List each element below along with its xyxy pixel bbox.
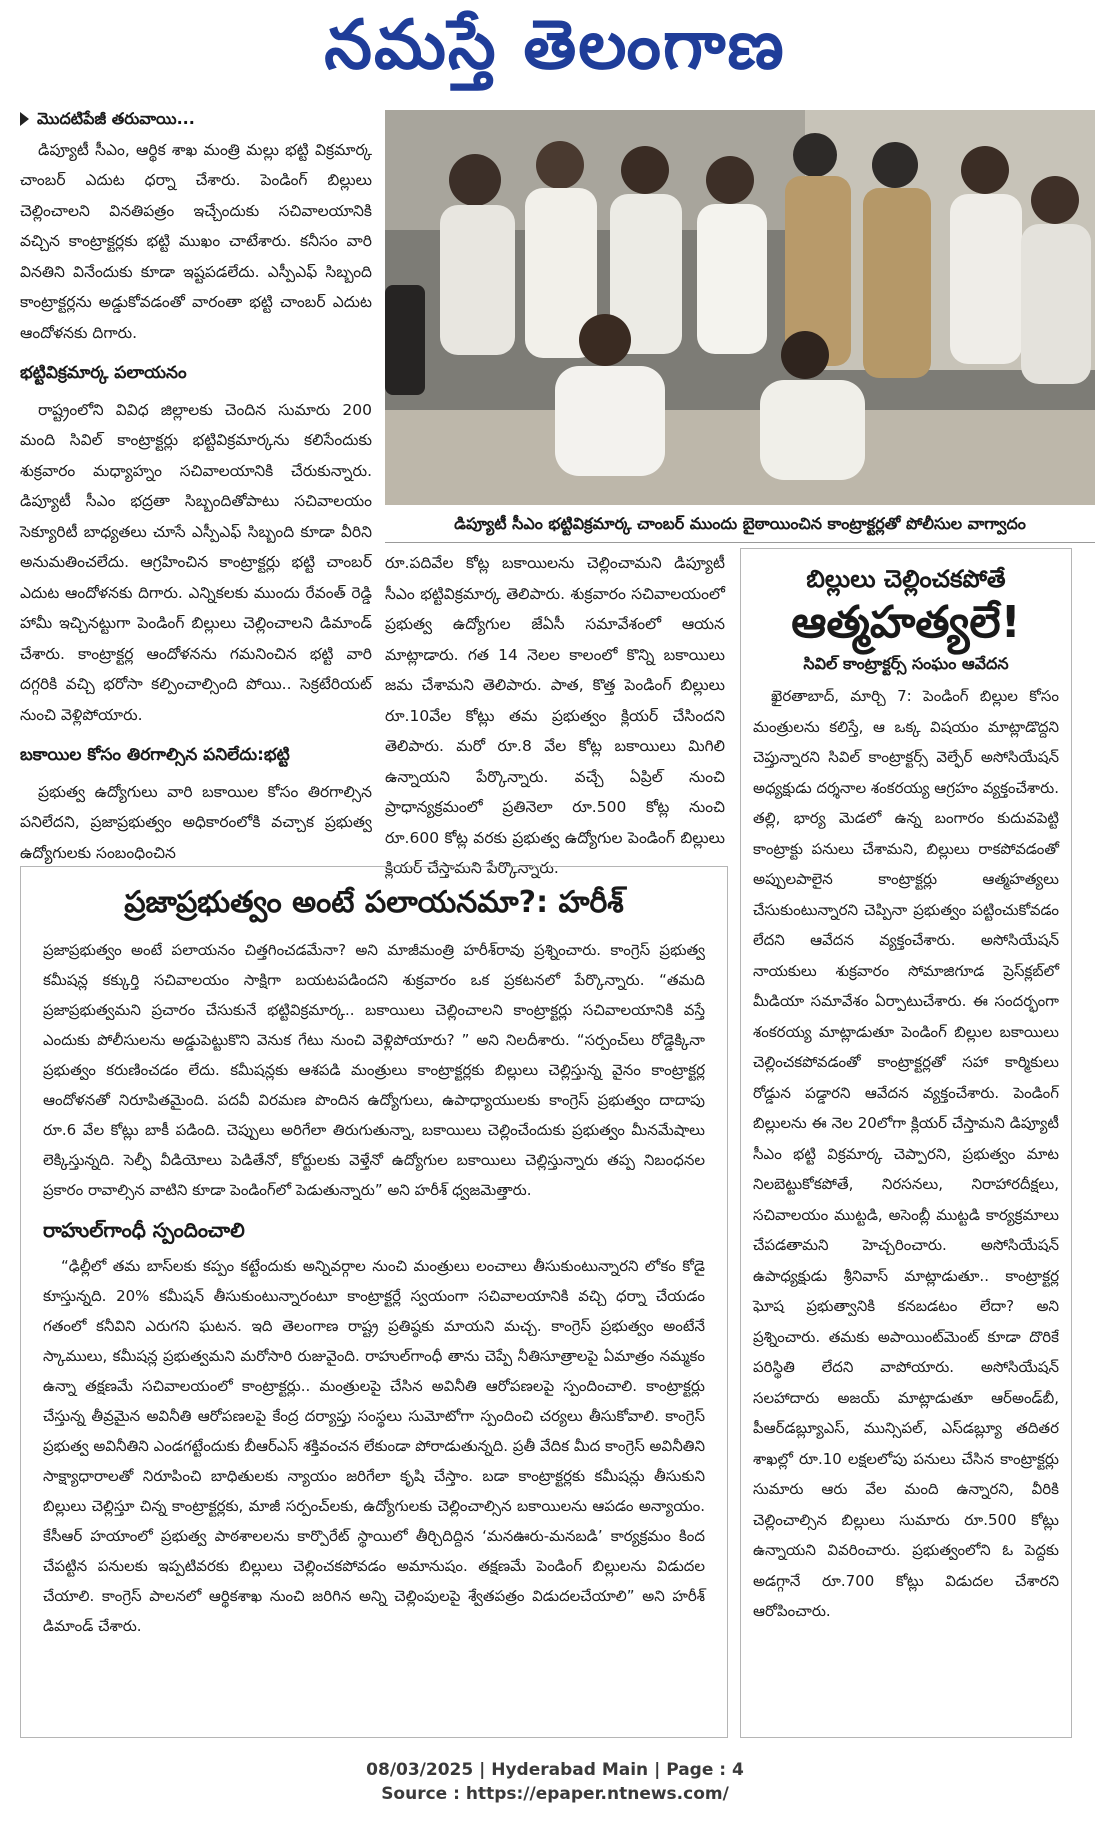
harish-paragraph-1: ప్రజాప్రభుత్వం అంటే పలాయనం చిత్తగించడమేనా? అని మాజీమంత్రి హరీశ్‌రావు ప్రశ్నించారు. కాంగ్రెస్ ప్రభుత్వ కమీషన్ల కక్కుర్తి సచివాలయం సాక్షిగా బయటపడిందని శుక్రవారం ఒక ప్రకటనలో పేర్కొన్నారు. “తమది ప్రజాప్రభుత్వమని ప్రచారం చేసుకునే భట్టివిక్రమార్క.. బకాయిలు చెల్లించాలని కాంట్రాక్టర్లు సచివాలయానికి వస్తే ఎందుకు పోలీసులను అడ్డుపెట్టుకొని వెనుక గేటు నుంచి వెళ్లిపోయారు? ” అని నిలదీశారు. “సర్పంచ్‌లు రోడ్డెక్కినా ప్రభుత్వం కరుణించడం లేదు. కమీషన్లకు ఆశపడి మంత్రులు కాంట్రాక్టర్లకు బిల్లులు చెల్లిస్తున్న వైనం కాంట్రాక్టర్ల ఆందోళనతో నిరూపితమైంది. పదవీ విరమణ పొందిన ఉద్యోగులు, ఉపాధ్యాయులకు కాంగ్రెస్ ప్రభుత్వం దాదాపు రూ.6 వేల కోట్లు బాకీ పడింది. చెప్పులు అరిగేలా తిరుగుతున్నా, బకాయిలు చెల్లించేందుకు ప్రభుత్వం మీనమేషాలు లెక్కిస్తున్నది. సెల్ఫీ వీడియోలు పెడితేనో, కోర్టులకు వెళ్తేనో ఉద్యోగుల బకాయిలు చెల్లిస్తున్నారు తప్ప నిబంధనల ప్రకారం రావాల్సిన వాటిని కూడా పెండింగ్‌లో పెడుతున్నారు” అని హరీశ్ ధ్వజమెత్తారు. bbox=[43, 941, 705, 1199]
left-paragraph-2: రాష్ట్రంలోని వివిధ జిల్లాలకు చెందిన సుమారు 200 మంది సివిల్ కాంట్రాక్టర్లు భట్టివిక్రమార్కను కలిసేందుకు శుక్రవారం మధ్యాహ్నం సచివాలయానికి చేరుకున్నారు. డిప్యూటీ సీఎం భద్రతా సిబ్బందితోపాటు సచివాలయం సెక్యూరిటీ బాధ్యతలు చూసే ఎస్పీఎఫ్ సిబ్బంది కూడా వీరిని అనుమతించలేదు. ఆగ్రహించిన కాంట్రాక్టర్లు భట్టి చాంబర్ ఎదుట ఆందోళనకు దిగారు. ఎన్నికలకు ముందు రేవంత్ రెడ్డి హామీ ఇచ్చినట్టుగా పెండింగ్ బిల్లులు చెల్లించాలని డిమాండ్ చేశారు. కాంట్రాక్టర్ల ఆందోళనను గమనించిన భట్టి వారి దగ్గరికి వచ్చి భరోసా కల్పించాల్సింది పోయి.. సెక్రటేరియట్ నుంచి వెళ్లిపోయారు. bbox=[20, 400, 372, 724]
right-headline: ఆత్మహత్యలే! bbox=[791, 597, 1021, 648]
arrow-right-icon bbox=[20, 112, 29, 126]
continuation-label: మొదటిపేజీ తరువాయి... bbox=[37, 109, 195, 128]
middle-paragraph-1: రూ.పదివేల కోట్ల బకాయిలను చెల్లించామని డిప్యూటీ సీఎం భట్టివిక్రమార్క తెలిపారు. శుక్రవారం సచివాలయంలో ప్రభుత్వ ఉద్యోగుల జేఏసీ సమావేశంలో ఆయన మాట్లాడారు. గత 14 నెలల కాలంలో కొన్ని బకాయిలు జమ చేశామని తెలిపారు. పాత, కొత్త పెండింగ్ బిల్లులు రూ.10వేల కోట్లు తమ ప్రభుత్వం క్లియర్ చేసిందని తెలిపారు. మరో రూ.8 వేల కోట్ల బకాయిలు మిగిలి ఉన్నాయని పేర్కొన్నారు. వచ్చే ఏప్రిల్ నుంచి ప్రాధాన్యక్రమంలో ప్రతినెలా రూ.500 కోట్ల నుంచి రూ.600 కోట్ల వరకు ప్రభుత్వ ఉద్యోగుల పెండింగ్ బిల్లులు క్లియర్ చేస్తామని పేర్కొన్నారు. bbox=[385, 554, 725, 877]
left-subhead-2: బకాయిల కోసం తిరగాల్సిన పనిలేదు:భట్టి bbox=[20, 745, 290, 765]
left-subhead-1: భట్టివిక్రమార్క పలాయనం bbox=[20, 363, 187, 383]
right-paragraph: ఖైరతాబాద్, మార్చి 7: పెండింగ్ బిల్లుల కోసం మంత్రులను కలిస్తే, ఆ ఒక్క విషయం మాట్లాడొద్దని చెప్తున్నారని సివిల్ కాంట్రాక్టర్స్ వెల్ఫేర్ అసోసియేషన్ అధ్యక్షుడు దర్శనాల శంకరయ్య ఆగ్రహం వ్యక్తంచేశారు. తల్లి, భార్య మెడలో ఉన్న బంగారం కుదువపెట్టి కాంట్రాక్టు పనులు చేశామని, బిల్లులు రాకపోవడంతో అప్పులపాలైన కాంట్రాక్టర్లు ఆత్మహత్యలు చేసుకుంటున్నారని చెప్పినా ప్రభుత్వం పట్టించుకోవడం లేదని ఆవేదన వ్యక్తంచేశారు. అసోసియేషన్ నాయకులు శుక్రవారం సోమాజిగూడ ప్రెస్‌క్లబ్‌లో మీడియా సమావేశం ఏర్పాటుచేశారు. ఈ సందర్భంగా శంకరయ్య మాట్లాడుతూ పెండింగ్ బిల్లుల బకాయిలు చెల్లించకపోవడంతో కాంట్రాక్టర్లతో సహా కార్మికులు రోడ్డున పడ్డారని ఆవేదన వ్యక్తంచేశారు. పెండింగ్ బిల్లులను ఈ నెల 20లోగా క్లియర్ చేస్తామని డిప్యూటీ సీఎం భట్టి విక్రమార్క చెప్పారని, ప్రభుత్వం మాట నిలబెట్టుకోకపోతే, నిరసనలు, నిరాహారదీక్షలు, సచివాలయం ముట్టడి, అసెంబ్లీ ముట్టడి కార్యక్రమాలు చేపడతామని హెచ్చరించారు. అసోసియేషన్ ఉపాధ్యక్షుడు శ్రీనివాస్ మాట్లాడుతూ.. కాంట్రాక్టర్ల ఘోష ప్రభుత్వానికి కనబడటం లేదా? అని ప్రశ్నించారు. తమకు అపాయింట్‌మెంట్ కూడా దొరికే పరిస్థితి లేదని వాపోయారు. అసోసియేషన్ సలహాదారు అజయ్ మాట్లాడుతూ ఆర్‌అండ్‌బీ, పీఆర్‌డబ్ల్యూఎస్, మున్సిపల్, ఎస్‌డబ్ల్యూ తదితర శాఖల్లో రూ.10 లక్షలలోపు పనులు చేసిన కాంట్రాక్టర్లు సుమారు ఆరు వేల మంది ఉన్నారని, వీరికి చెల్లించాల్సిన బిల్లులు సుమారు రూ.500 కోట్లు ఉన్నాయని వివరించారు. ప్రభుత్వంలోని ఓ పెద్దకు అడగ్గానే రూ.700 కోట్లు విడుదల చేశారని ఆరోపించారు. bbox=[753, 687, 1059, 1620]
harish-news-box bbox=[20, 866, 728, 1738]
left-column bbox=[20, 104, 372, 868]
footer-source: Source : https://epaper.ntnews.com/ bbox=[381, 1784, 729, 1804]
harish-paragraph-2: “ఢిల్లీలో తమ బాస్‌లకు కప్పం కట్టేందుకు అన్నివర్గాల నుంచి మంత్రులు లంచాలు తీసుకుంటున్నారని లోకం కోడై కూస్తున్నది. 20% కమీషన్ తీసుకుంటున్నారంటూ కాంట్రాక్టర్లే స్వయంగా సచివాలయానికి వచ్చి ధర్నా చేయడం గతంలో కనీవిని ఎరుగని ఘటన. ఇది తెలంగాణ రాష్ట్ర ప్రతిష్ఠకు మాయని మచ్చ. కాంగ్రెస్ ప్రభుత్వం అంటేనే స్కాములు, కమీషన్ల ప్రభుత్వమని మరోసారి రుజువైంది. రాహుల్‌గాంధీ తాను చెప్పే నీతిసూత్రాలపై ఏమాత్రం నమ్మకం ఉన్నా తక్షణమే సచివాలయంలో కాంట్రాక్టర్లు.. మంత్రులపై చేసిన అవినీతి ఆరోపణలపై స్పందించాలి. కాంట్రాక్టర్లు చేస్తున్న తీవ్రమైన అవినీతి ఆరోపణలపై కేంద్ర దర్యాప్తు సంస్థలు సుమోటోగా స్పందించి చర్యలు తీసుకోవాలి. కాంగ్రెస్ ప్రభుత్వ అవినీతిని ఎండగట్టేందుకు బీఆర్‌ఎస్ శక్తివంచన లేకుండా పోరాడుతున్నది. ప్రతీ వేదిక మీద కాంగ్రెస్ అవినీతిని సాక్ష్యాధారాలతో నిరూపించి బాధితులకు న్యాయం జరిగేలా కృషి చేస్తాం. బడా కాంట్రాక్టర్లకు కమీషన్లు తీసుకుని బిల్లులు చెల్లిస్తూ చిన్న కాంట్రాక్టర్లకు, మాజీ సర్పంచ్‌లకు, ఉద్యోగులకు చెల్లించాల్సిన బకాయిలను ఆపడం అన్యాయం. కేసీఆర్ హయాంలో ప్రభుత్వ పాఠశాలలను కార్పొరేట్ స్థాయిలో తీర్చిదిద్దిన ‘మనఊరు-మనబడి’ కార్యక్రమం కింద చేపట్టిన పనులకు ఇప్పటివరకు బిల్లులు చెల్లించకపోవడం అమానుషం. తక్షణమే పెండింగ్ బిల్లులను విడుదల చేయాలి. కాంగ్రెస్ పాలనలో ఆర్థికశాఖ నుంచి జరిగిన అన్ని చెల్లింపులపై శ్వేతపత్రం విడుదలచేయాలి” అని హరీశ్ డిమాండ్ చేశారు. bbox=[43, 1257, 705, 1635]
right-news-box bbox=[740, 548, 1072, 1738]
harish-headline: ప్రజాప్రభుత్వం అంటే పలాయనమా?: హరీశ్ bbox=[124, 885, 624, 920]
right-deck: సివిల్ కాంట్రాక్టర్స్ సంఘం ఆవేదన bbox=[803, 654, 1009, 673]
middle-column bbox=[385, 548, 725, 884]
right-kicker: బిల్లులు చెల్లించకపోతే bbox=[806, 565, 1006, 593]
continuation-tag bbox=[20, 104, 372, 135]
harish-body bbox=[21, 935, 727, 1641]
photo-caption: డిప్యూటీ సీఎం భట్టివిక్రమార్క చాంబర్ ముందు బైఠాయించిన కాంట్రాక్టర్లతో పోలీసుల వాగ్వాదం bbox=[385, 510, 1095, 543]
right-body bbox=[741, 681, 1071, 1627]
left-paragraph-1: డిప్యూటీ సీఎం, ఆర్థిక శాఖ మంత్రి మల్లు భట్టి విక్రమార్క చాంబర్ ఎదుట ధర్నా చేశారు. పెండింగ్ బిల్లులు చెల్లించాలని వినతిపత్రం ఇచ్చేందుకు సచివాలయానికి వచ్చిన కాంట్రాక్టర్లకు భట్టి ముఖం చాటేశారు. కనీసం వారి వినతిని వినేందుకు కూడా ఇష్టపడలేదు. ఎస్పీఎఫ్ సిబ్బంది కాంట్రాక్టర్లను అడ్డుకోవడంతో వారంతా భట్టి చాంబర్ ఎదుట ఆందోళనకు దిగారు. bbox=[20, 140, 372, 342]
footer-date-edition: 08/03/2025 | Hyderabad Main | Page : 4 bbox=[366, 1760, 744, 1780]
photo-illustration bbox=[385, 110, 1095, 505]
newspaper-masthead: నమస్తే తెలంగాణ bbox=[324, 6, 786, 85]
left-paragraph-3: ప్రభుత్వ ఉద్యోగులు వారి బకాయిల కోసం తిరగాల్సిన పనిలేదని, ప్రజాప్రభుత్వం అధికారంలోకి వచ్చాక ప్రభుత్వ ఉద్యోగులకు సంబంధించిన bbox=[20, 782, 372, 862]
harish-subhead: రాహుల్‌గాంధీ స్పందించాలి bbox=[43, 1218, 245, 1242]
news-photo bbox=[385, 110, 1095, 505]
